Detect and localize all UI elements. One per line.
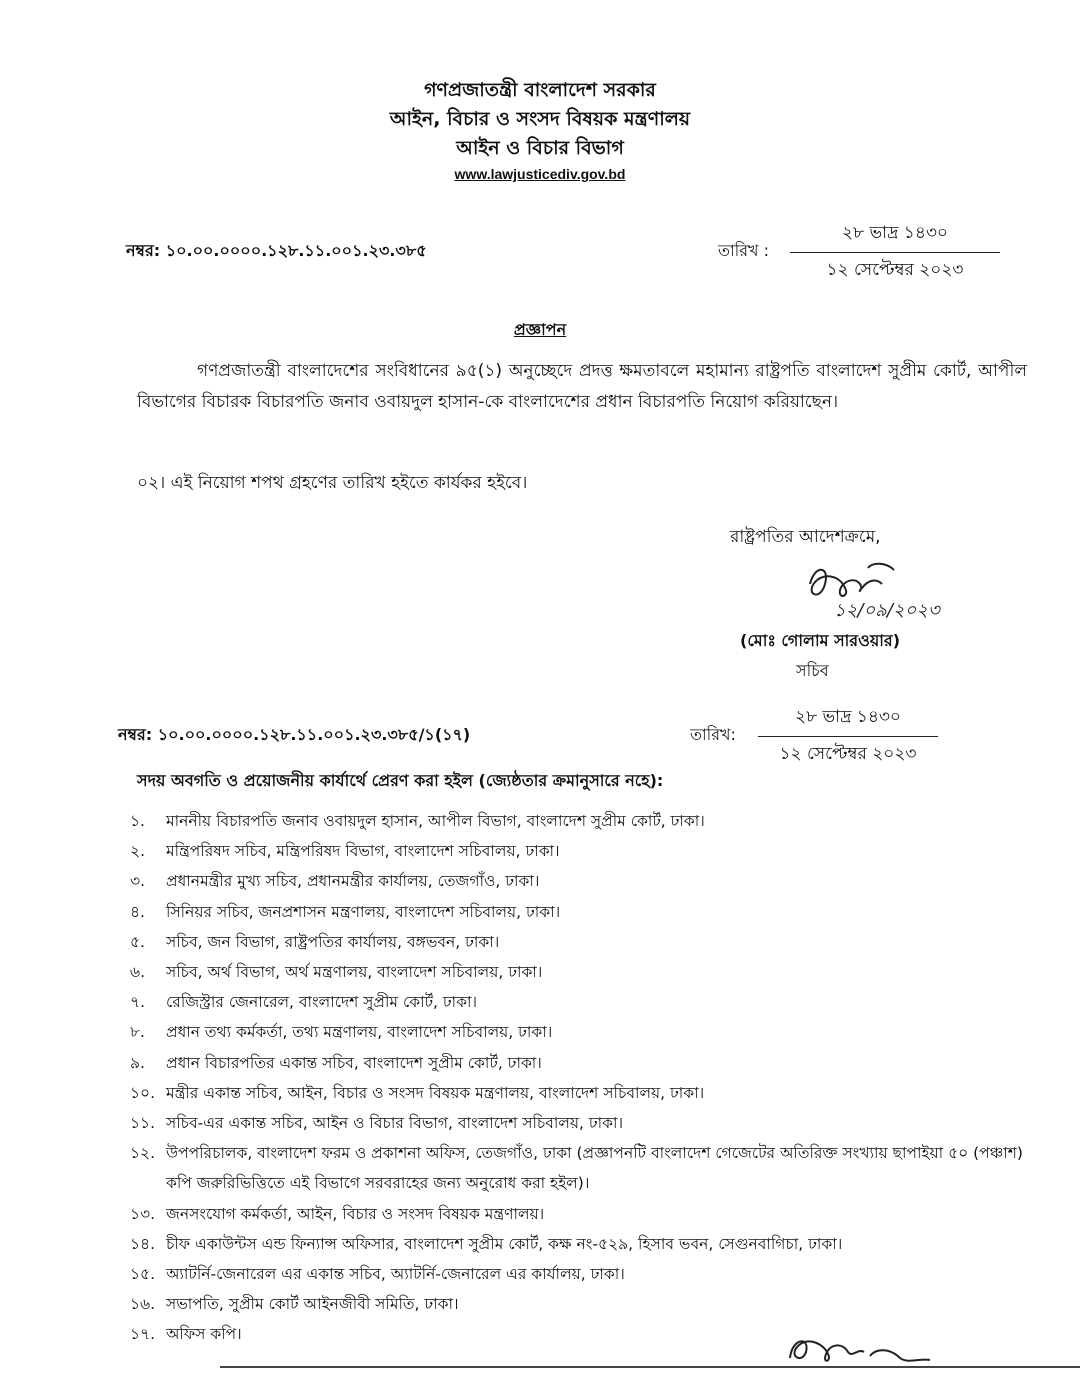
date-english-distribution: ১২ সেপ্টেম্বর ২০২৩ [779,744,917,764]
item-text: মন্ত্রীর একান্ত সচিব, আইন, বিচার ও সংসদ বিষয়ক মন্ত্রণালয়, বাংলাদেশ সচিবালয়, ঢাকা। [166,1083,705,1102]
item-text: অফিস কপি। [166,1325,242,1344]
list-item [130,897,1030,927]
distribution-heading: সদয় অবগতি ও প্রয়োজনীয় কার্যার্থে প্রেরণ করা হইল (জ্যেষ্ঠতার ক্রমানুসারে নহে): [137,771,664,790]
government-name: গণপ্রজাতন্ত্রী বাংলাদেশ সরকার [424,79,656,101]
website-link[interactable]: www.lawjusticediv.gov.bd [454,166,626,182]
date-bangla: ২৮ ভাদ্র ১৪৩০ [842,223,948,243]
list-item [130,1048,1030,1078]
date-label: তারিখ : [718,241,770,260]
reference-row-2 [0,704,1080,764]
signature-date: ১২/০৯/২০২৩ [834,600,940,621]
item-text: জনসংযোগ কর্মকর্তা, আইন, বিচার ও সংসদ বিষয়ক মন্ত্রণালয়। [166,1204,545,1223]
list-item [130,1078,1030,1108]
list-item [130,1199,1030,1229]
order-text: রাষ্ট্রপতির আদেশক্রমে, [730,527,881,547]
item-text: মাননীয় বিচারপতি জনাব ওবায়দুল হাসান, আপীল বিভাগ, বাংলাদেশ সুপ্রীম কোর্ট, ঢাকা। [166,812,705,830]
item-number: ৫. [130,932,145,951]
list-item [130,1108,1030,1138]
list-item [130,1259,1030,1289]
memo-number: নম্বর: ১০.০০.০০০০.১২৮.১১.০০১.২৩.৩৮৫ [126,241,427,260]
item-number: ৯. [130,1053,145,1072]
list-item [130,1017,1030,1047]
notification-paragraph: গণপ্রজাতন্ত্রী বাংলাদেশের সংবিধানের ৯৫(১) অনুচ্ছেদে প্রদত্ত ক্ষমতাবলে মহামান্য রাষ্ট্রপতি বাংলাদেশ সুপ্রীম কোর্ট, আপীল বিভাগের বিচারক বিচারপতি জনাব ওবায়দুল হাসান-কে বাংলাদেশের প্রধান বিচারপতি নিয়োগ করিয়াছেন। [137,361,1027,412]
letterhead [0,76,1080,182]
item-text: রেজিস্ট্রার জেনারেল, বাংলাদেশ সুপ্রীম কোর্ট, ঢাকা। [166,993,478,1012]
date-divider-distribution [758,736,938,737]
date-block [790,220,1000,285]
item-text: উপপরিচালক, বাংলাদেশ ফরম ও প্রকাশনা অফিস, তেজগাঁও, ঢাকা (প্রজ্ঞাপনটি বাংলাদেশ গেজেটের অতিরিক্ত সংখ্যায় ছাপাইয়া ৫০ (পঞ্চাশ) কপি জরুরিভিত্তিতে এই বিভাগে সরবরাহের জন্য অনুরোধ করা হইল)। [166,1144,1023,1193]
item-number: ১০. [130,1083,156,1102]
signatory-name: (মোঃ গোলাম সারওয়ার) [740,631,901,650]
signature-block [730,524,980,680]
item-number: ১. [130,812,145,830]
signatory-designation: সচিব [796,661,829,680]
item-text: প্রধান তথ্য কর্মকর্তা, তথ্য মন্ত্রণালয়, বাংলাদেশ সচিবালয়, ঢাকা। [166,1023,553,1042]
item-number: ১৫. [130,1265,156,1284]
item-text: প্রধান বিচারপতির একান্ত সচিব, বাংলাদেশ সুপ্রীম কোর্ট, ঢাকা। [166,1053,542,1072]
notification-body [137,356,1027,418]
item-text: সচিব, জন বিভাগ, রাষ্ট্রপতির কার্যালয়, বঙ্গভবন, ঢাকা। [166,932,500,951]
list-item [130,987,1030,1017]
ministry-name: আইন, বিচার ও সংসদ বিষয়ক মন্ত্রণালয় [389,108,691,130]
distribution-list [130,806,1030,1350]
item-text: সচিব-এর একান্ত সচিব, আইন ও বিচার বিভাগ, বাংলাদেশ সচিবালয়, ঢাকা। [166,1114,624,1133]
list-item [130,836,1030,866]
item-number: ৮. [130,1023,145,1042]
item-text: প্রধানমন্ত্রীর মুখ্য সচিব, প্রধানমন্ত্রীর কার্যালয়, তেজগাঁও, ঢাকা। [166,872,540,891]
item-number: ১১. [130,1114,156,1133]
item-number: ১৬. [130,1295,156,1314]
document-title: প্রজ্ঞাপন [513,320,567,339]
item-text: অ্যাটর্নি-জেনারেল এর একান্ত সচিব, অ্যাটর্নি-জেনারেল এর কার্যালয়, ঢাকা। [166,1265,625,1284]
item-text: মন্ত্রিপরিষদ সচিব, মন্ত্রিপরিষদ বিভাগ, বাংলাদেশ সচিবালয়, ঢাকা। [166,842,560,861]
item-text: সচিব, অর্থ বিভাগ, অর্থ মন্ত্রণালয়, বাংলাদেশ সচিবালয়, ঢাকা। [166,963,543,982]
item-number: ৭. [130,993,146,1012]
footer-rule [220,1366,1080,1368]
item-text: চীফ একাউন্টস এন্ড ফিন্যান্স অফিসার, বাংলাদেশ সুপ্রীম কোর্ট, কক্ষ নং-৫২৯, হিসাব ভবন, সেগুনবাগিচা, ঢাকা। [166,1234,843,1253]
division-name: আইন ও বিচার বিভাগ [456,137,624,159]
item-number: ১৭. [130,1325,156,1344]
effective-clause: ০২। এই নিয়োগ শপথ গ্রহণের তারিখ হইতে কার্যকর হইবে। [137,473,528,493]
item-number: ৪. [130,902,145,921]
date-bangla-distribution: ২৮ ভাদ্র ১৪৩০ [795,707,901,727]
date-english: ১২ সেপ্টেম্বর ২০২৩ [826,260,964,280]
item-text: সিনিয়র সচিব, জনপ্রশাসন মন্ত্রণালয়, বাংলাদেশ সচিবালয়, ঢাকা। [166,902,561,921]
date-block-distribution [758,704,938,769]
list-item [130,1229,1030,1259]
list-item [130,866,1030,896]
item-number: ১২. [130,1144,156,1163]
list-item [130,1289,1030,1319]
memo-number-distribution: নম্বর: ১০.০০.০০০০.১২৮.১১.০০১.২৩.৩৮৫/১(১৭) [118,725,471,744]
item-number: ১৪. [130,1234,156,1253]
item-text: সভাপতি, সুপ্রীম কোর্ট আইনজীবী সমিতি, ঢাকা। [166,1295,459,1314]
date-label-distribution: তারিখ: [690,725,736,744]
list-item [130,957,1030,987]
reference-row-1 [0,220,1080,280]
list-item [130,1138,1030,1198]
handwritten-signature [790,554,990,628]
item-number: ২. [130,842,146,861]
list-item [130,806,1030,836]
item-number: ৬. [130,963,146,982]
item-number: ১৩. [130,1204,156,1223]
date-divider [790,252,1000,253]
list-item [130,927,1030,957]
item-number: ৩. [130,872,146,891]
